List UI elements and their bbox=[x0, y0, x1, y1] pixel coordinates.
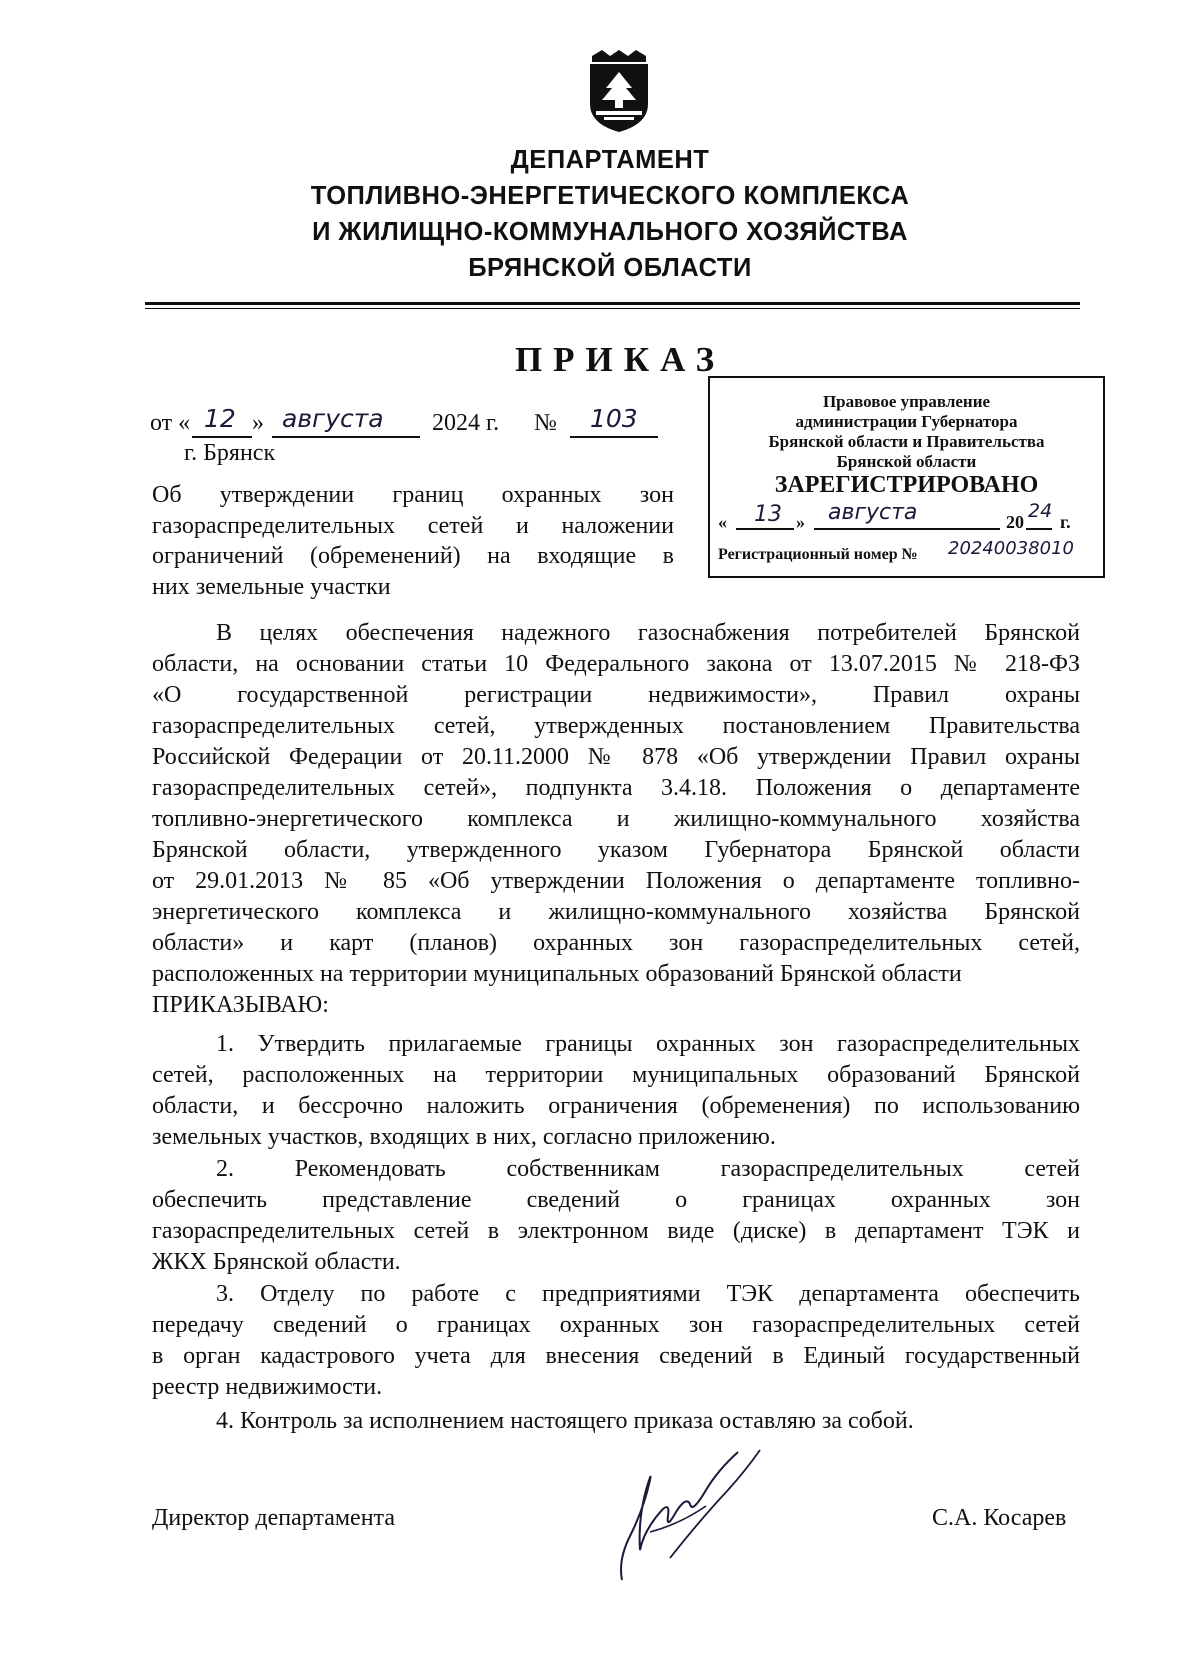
subject-line: Об утверждении границ охранных зон bbox=[152, 482, 674, 508]
body-line: области, на основании статьи 10 Федерального закона от 13.07.2015 № 218-ФЗ bbox=[152, 651, 1080, 677]
body-line: газораспределительных сетей», подпункта 3.4.18. Положения о департаменте bbox=[152, 775, 1080, 801]
date-month: августа bbox=[282, 404, 384, 433]
body-line: от 29.01.2013 № 85 «Об утверждении Положения о департаменте топливно- bbox=[152, 868, 1080, 894]
body-line: топливно-энергетического комплекса и жилищно-коммунального хозяйства bbox=[152, 806, 1080, 832]
stamp-status: ЗАРЕГИСТРИРОВАНО bbox=[774, 472, 1039, 498]
subject-line: них земельные участки bbox=[152, 573, 391, 600]
body-line: энергетического комплекса и жилищно-коммунального хозяйства Брянской bbox=[152, 899, 1080, 925]
stamp-day-open: « bbox=[718, 512, 727, 532]
stamp-year-g: г. bbox=[1060, 512, 1071, 532]
item-line: газораспределительных сетей в электронном виде (диске) в департамент ТЭК и bbox=[152, 1218, 1080, 1244]
item-line: 4. Контроль за исполнением настоящего приказа оставляю за собой. bbox=[216, 1408, 914, 1434]
coat-of-arms-emblem-icon bbox=[582, 48, 656, 134]
subject-line: газораспределительных сетей и наложении bbox=[152, 512, 674, 539]
item-line: области, и бессрочно наложить ограничения (обременения) по использованию bbox=[152, 1093, 1080, 1119]
body-line: области» и карт (планов) охранных зон газораспределительных сетей, bbox=[152, 930, 1080, 956]
department-name-line: ТОПЛИВНО-ЭНЕРГЕТИЧЕСКОГО КОМПЛЕКСА bbox=[310, 182, 910, 210]
item-line: 2. Рекомендовать собственникам газораспределительных сетей bbox=[216, 1156, 1080, 1182]
stamp-day: 13 bbox=[754, 502, 782, 527]
handwritten-signature-icon bbox=[610, 1440, 800, 1590]
stamp-reg-number: 20240038010 bbox=[948, 538, 1074, 559]
department-name-line: БРЯНСКОЙ ОБЛАСТИ bbox=[468, 254, 752, 282]
subject-line: ограничений (обременений) на входящие в bbox=[152, 543, 674, 569]
signatory-position: Директор департамента bbox=[152, 1505, 395, 1531]
department-name-line: ДЕПАРТАМЕНТ bbox=[510, 146, 710, 174]
item-line: сетей, расположенных на территории муниципальных образований Брянской bbox=[152, 1062, 1080, 1088]
body-line: газораспределительных сетей, утвержденных постановлением Правительства bbox=[152, 713, 1080, 739]
date-prefix: от « bbox=[150, 410, 191, 436]
stamp-month: августа bbox=[828, 500, 918, 525]
order-number: 103 bbox=[590, 404, 638, 433]
document-title: ПРИКАЗ bbox=[514, 340, 726, 379]
item-line: земельных участков, входящих в них, согласно приложению. bbox=[152, 1124, 776, 1150]
body-line: расположенных на территории муниципальных образований Брянской области bbox=[152, 961, 962, 987]
body-line: «О государственной регистрации недвижимости», Правил охраны bbox=[152, 682, 1080, 708]
date-mid: » bbox=[252, 410, 264, 436]
item-line: в орган кадастрового учета для внесения сведений в Единый государственный bbox=[152, 1343, 1080, 1369]
department-name-line: И ЖИЛИЩНО-КОММУНАЛЬНОГО ХОЗЯЙСТВА bbox=[312, 218, 908, 246]
stamp-line: администрации Губернатора bbox=[795, 412, 1018, 431]
item-line: обеспечить представление сведений о границах охранных зон bbox=[152, 1187, 1080, 1213]
body-line: Российской Федерации от 20.11.2000 № 878 «Об утверждении Правил охраны bbox=[152, 744, 1080, 770]
stamp-line: Правовое управление bbox=[822, 392, 991, 411]
stamp-day-close: » bbox=[796, 512, 805, 532]
stamp-line: Брянской области и Правительства bbox=[768, 432, 1045, 451]
stamp-year-prefix: 20 bbox=[1006, 512, 1024, 532]
item-line: ЖКХ Брянской области. bbox=[152, 1249, 401, 1275]
signatory-name: С.А. Косарев bbox=[932, 1505, 1067, 1531]
city: г. Брянск bbox=[184, 440, 276, 466]
order-subject bbox=[152, 480, 674, 602]
date-year: 2024 г. bbox=[432, 410, 500, 436]
order-date-line bbox=[150, 404, 680, 444]
header-rule-thick bbox=[145, 302, 1080, 305]
header-rule-thin bbox=[145, 308, 1080, 309]
item-line: 1. Утвердить прилагаемые границы охранных зон газораспределительных bbox=[216, 1031, 1080, 1057]
item-line: реестр недвижимости. bbox=[152, 1374, 383, 1400]
item-line: передачу сведений о границах охранных зон газораспределительных сетей bbox=[152, 1312, 1080, 1338]
registration-stamp bbox=[708, 376, 1105, 578]
stamp-reg-label: Регистрационный номер № bbox=[718, 546, 918, 563]
body-line: В целях обеспечения надежного газоснабжения потребителей Брянской bbox=[216, 620, 1080, 646]
date-day: 12 bbox=[204, 404, 236, 433]
order-number-label: № bbox=[534, 410, 557, 436]
item-line: 3. Отделу по работе с предприятиями ТЭК департамента обеспечить bbox=[216, 1281, 1080, 1307]
stamp-year-suffix: 24 bbox=[1028, 500, 1053, 522]
body-line: Брянской области, утвержденного указом Губернатора Брянской области bbox=[152, 837, 1080, 863]
stamp-line: Брянской области bbox=[836, 452, 977, 471]
body-line: ПРИКАЗЫВАЮ: bbox=[152, 992, 329, 1018]
